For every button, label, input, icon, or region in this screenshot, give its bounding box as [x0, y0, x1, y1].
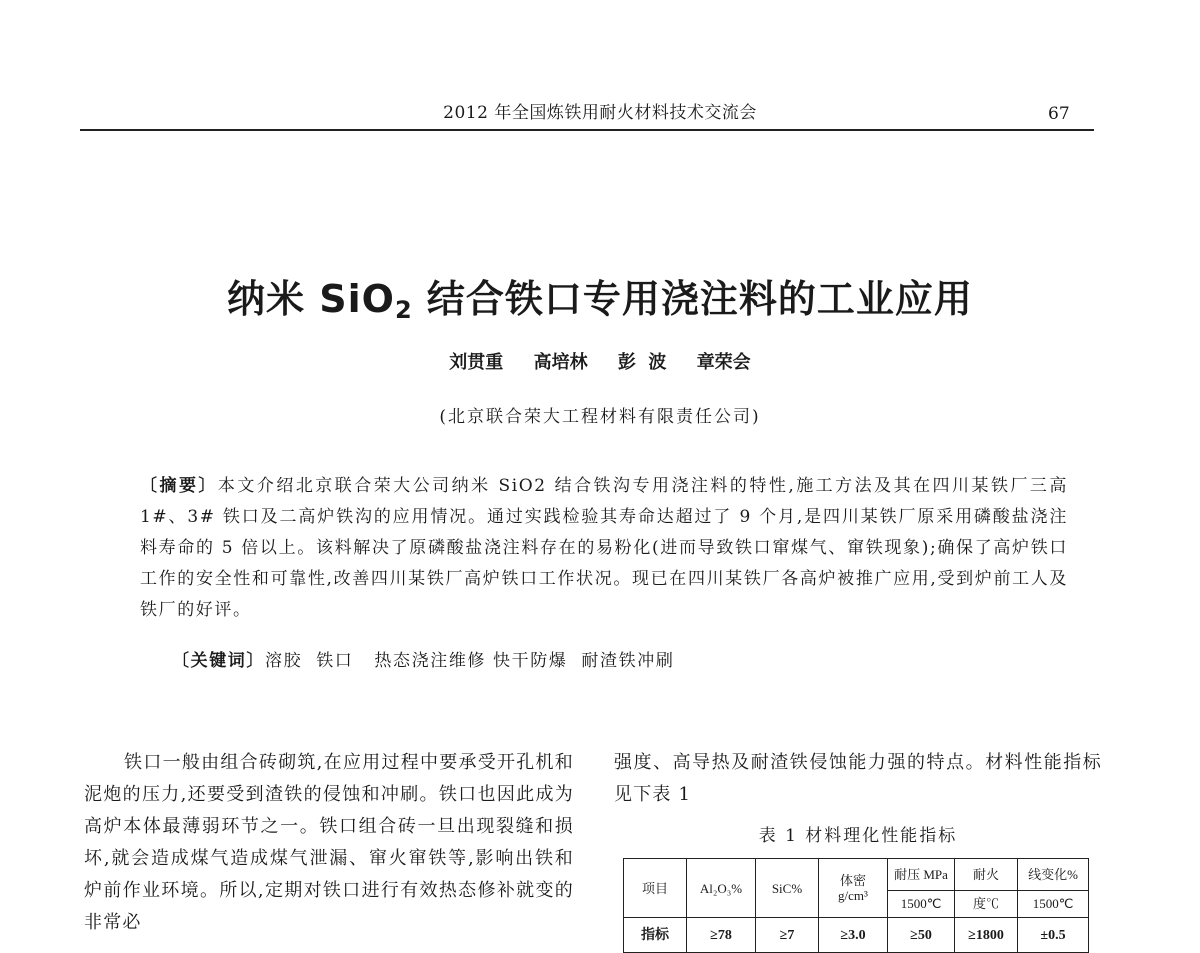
header-cell: SiC%: [756, 859, 819, 918]
header-cell: 1500℃: [1018, 890, 1089, 917]
body-paragraph: 强度、高导热及耐渣铁侵蚀能力强的特点。材料性能指标见下表 1: [614, 752, 1102, 805]
title-subscript: 2: [395, 296, 413, 324]
abstract-label: 〔摘要〕: [140, 476, 218, 496]
body-paragraph: 铁口一般由组合砖砌筑,在应用过程中要承受开孔机和泥炮的压力,还要受到渣铁的侵蚀和冲刷。铁口也因此成为高炉本体最薄弱环节之一。铁口组合砖一旦出现裂缝和损坏,就会造成煤气造成煤气泄漏、窜火窜铁等,影响出铁和炉前作业环境。所以,定期对铁口进行有效热态修补就变的非常必: [84, 752, 574, 933]
header-cell: 耐压 MPa: [888, 859, 955, 891]
table-cell: ±0.5: [1018, 918, 1089, 953]
table-cell: ≥7: [756, 918, 819, 953]
header-cell: 耐火: [955, 859, 1018, 891]
abstract-text: 本文介绍北京联合荣大公司纳米 SiO2 结合铁沟专用浇注料的特性,施工方法及其在四川某铁厂三高 1#、3# 铁口及二高炉铁沟的应用情况。通过实践检验其寿命达超过了 9 个月,是四川某铁厂原采用磷酸盐浇注料寿命的 5 倍以上。该料解决了原磷酸盐浇注料存在的易粉化(进而导致铁口窜煤气、窜铁现象);确保了高炉铁口工作的安全性和可靠性,改善四川某铁厂高炉铁口工作状况。现已在四川某铁厂各高炉被推广应用,受到炉前工人及铁厂的好评。: [140, 476, 1069, 620]
keywords-label: 〔关键词〕: [172, 651, 265, 671]
author-name: 刘贯重: [449, 352, 504, 373]
body-right-column: [614, 747, 1102, 811]
keywords: [172, 646, 1072, 671]
abstract: [140, 471, 1068, 626]
table-cell: ≥3.0: [819, 918, 888, 953]
author-list: [0, 348, 1200, 374]
material-properties-table: [623, 858, 1089, 953]
table-header-row: [624, 859, 1089, 891]
author-name: 章荣会: [696, 352, 751, 373]
title-suffix: 结合铁口专用浇注料的工业应用: [412, 277, 973, 321]
table-cell: ≥50: [888, 918, 955, 953]
title-prefix: 纳米 SiO: [227, 277, 395, 321]
paper-title: [0, 268, 1200, 324]
keywords-text: 溶胶 铁口 热态浇注维修 快干防爆 耐渣铁冲刷: [265, 651, 675, 671]
header-cell: 线变化%: [1018, 859, 1089, 891]
table-caption: 表 1 材料理化性能指标: [758, 826, 958, 846]
header-line: g/cm³: [838, 888, 868, 903]
header-cell: 项目: [624, 859, 687, 918]
header-cell: 度℃: [955, 890, 1018, 917]
header-cell: Al₂O₃%: [687, 859, 756, 918]
header-rule: [80, 129, 1094, 131]
page-number: 67: [1048, 104, 1070, 124]
table-row: [624, 918, 1089, 953]
body-left-column: [84, 747, 574, 939]
author-name: 高培林: [533, 352, 588, 373]
running-header: 2012 年全国炼铁用耐火材料技术交流会: [443, 103, 757, 123]
header-cell: 1500℃: [888, 890, 955, 917]
header-cell: [819, 859, 888, 918]
table-cell: ≥78: [687, 918, 756, 953]
author-name: 彭 波: [617, 352, 667, 373]
row-label-cell: 指标: [624, 918, 687, 953]
affiliation: (北京联合荣大工程材料有限责任公司): [439, 407, 761, 427]
table-cell: ≥1800: [955, 918, 1018, 953]
header-line: 体密: [839, 873, 866, 888]
